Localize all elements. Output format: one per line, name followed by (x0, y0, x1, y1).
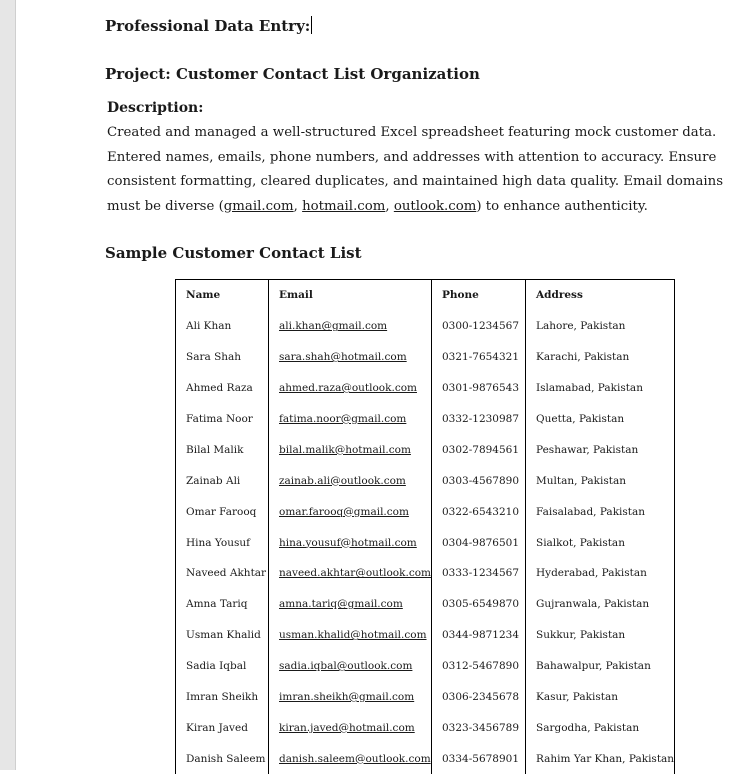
cell-email[interactable]: sara.shah@hotmail.com (269, 342, 432, 373)
cell-address: Islamabad, Pakistan (526, 373, 675, 404)
cell-email[interactable]: imran.sheikh@gmail.com (269, 682, 432, 713)
cell-name: Kiran Javed (176, 712, 269, 743)
cell-email[interactable]: ali.khan@gmail.com (269, 311, 432, 342)
cell-name: Fatima Noor (176, 404, 269, 435)
cell-name: Danish Saleem (176, 743, 269, 774)
table-row (176, 743, 675, 774)
cell-address: Sialkot, Pakistan (526, 527, 675, 558)
cell-address: Kasur, Pakistan (526, 682, 675, 713)
table-row (176, 651, 675, 682)
cell-phone: 0332-1230987 (432, 404, 526, 435)
table-header-row (176, 280, 675, 311)
cell-address: Bahawalpur, Pakistan (526, 651, 675, 682)
cell-phone: 0333-1234567 (432, 558, 526, 589)
cell-address: Hyderabad, Pakistan (526, 558, 675, 589)
cell-address: Karachi, Pakistan (526, 342, 675, 373)
cell-address: Quetta, Pakistan (526, 404, 675, 435)
cell-address: Rahim Yar Khan, Pakistan (526, 743, 675, 774)
cell-phone: 0334-5678901 (432, 743, 526, 774)
cell-name: Naveed Akhtar (176, 558, 269, 589)
table-row (176, 682, 675, 713)
cell-phone: 0301-9876543 (432, 373, 526, 404)
cell-email[interactable]: ahmed.raza@outlook.com (269, 373, 432, 404)
cell-name: Imran Sheikh (176, 682, 269, 713)
table-row (176, 712, 675, 743)
heading-entry-text: Professional Data Entry: (105, 17, 311, 35)
table-row (176, 558, 675, 589)
text-cursor (311, 16, 312, 34)
cell-phone: 0321-7654321 (432, 342, 526, 373)
cell-name: Amna Tariq (176, 589, 269, 620)
description-sep-1: , (293, 198, 303, 214)
header-name: Name (176, 280, 269, 311)
cell-address: Sukkur, Pakistan (526, 620, 675, 651)
description-sep-2: , (385, 198, 394, 214)
left-margin-gutter (0, 0, 16, 770)
cell-email[interactable]: kiran.javed@hotmail.com (269, 712, 432, 743)
cell-email[interactable]: usman.khalid@hotmail.com (269, 620, 432, 651)
cell-name: Hina Yousuf (176, 527, 269, 558)
table-title: Sample Customer Contact List (105, 244, 362, 262)
cell-email[interactable]: hina.yousuf@hotmail.com (269, 527, 432, 558)
table-row (176, 465, 675, 496)
table-row (176, 527, 675, 558)
cell-name: Ali Khan (176, 311, 269, 342)
cell-phone: 0306-2345678 (432, 682, 526, 713)
cell-name: Bilal Malik (176, 434, 269, 465)
cell-phone: 0312-5467890 (432, 651, 526, 682)
description-text-before: Created and managed a well-structured Excel spreadsheet featuring mock customer data. Entered names, emails, phone numbers, and addresses with attention to accuracy. Ensure consistent formatting, cleared duplicates, and maintained high data quality. Email domains must be diverse ( (107, 125, 724, 214)
heading-professional-data-entry[interactable] (105, 16, 312, 35)
cell-phone: 0322-6543210 (432, 496, 526, 527)
link-outlook[interactable]: outlook.com (393, 198, 477, 214)
cell-phone: 0305-6549870 (432, 589, 526, 620)
cell-address: Peshawar, Pakistan (526, 434, 675, 465)
cell-name: Sadia Iqbal (176, 651, 269, 682)
cell-name: Omar Farooq (176, 496, 269, 527)
cell-email[interactable]: danish.saleem@outlook.com (269, 743, 432, 774)
cell-phone: 0304-9876501 (432, 527, 526, 558)
cell-email[interactable]: omar.farooq@gmail.com (269, 496, 432, 527)
table-body (176, 311, 675, 774)
header-address: Address (526, 280, 675, 311)
cell-email[interactable]: zainab.ali@outlook.com (269, 465, 432, 496)
cell-name: Usman Khalid (176, 620, 269, 651)
table-row (176, 342, 675, 373)
project-title: Project: Customer Contact List Organization (105, 65, 480, 83)
table-row (176, 496, 675, 527)
cell-name: Sara Shah (176, 342, 269, 373)
description-paragraph (107, 121, 747, 219)
cell-name: Ahmed Raza (176, 373, 269, 404)
cell-phone: 0344-9871234 (432, 620, 526, 651)
cell-address: Multan, Pakistan (526, 465, 675, 496)
description-text-after: ) to enhance authenticity. (476, 198, 648, 214)
table-row (176, 404, 675, 435)
document-page[interactable] (16, 0, 753, 770)
table-row (176, 311, 675, 342)
link-gmail[interactable]: gmail.com (223, 198, 294, 214)
cell-email[interactable]: sadia.iqbal@outlook.com (269, 651, 432, 682)
cell-email[interactable]: amna.tariq@gmail.com (269, 589, 432, 620)
cell-address: Gujranwala, Pakistan (526, 589, 675, 620)
cell-phone: 0323-3456789 (432, 712, 526, 743)
cell-address: Lahore, Pakistan (526, 311, 675, 342)
cell-name: Zainab Ali (176, 465, 269, 496)
table-row (176, 589, 675, 620)
header-phone: Phone (432, 280, 526, 311)
table-row (176, 373, 675, 404)
link-hotmail[interactable]: hotmail.com (302, 198, 386, 214)
cell-email[interactable]: naveed.akhtar@outlook.com (269, 558, 432, 589)
contact-table (175, 279, 675, 774)
cell-address: Faisalabad, Pakistan (526, 496, 675, 527)
cell-address: Sargodha, Pakistan (526, 712, 675, 743)
header-email: Email (269, 280, 432, 311)
table-row (176, 620, 675, 651)
cell-phone: 0303-4567890 (432, 465, 526, 496)
cell-email[interactable]: bilal.malik@hotmail.com (269, 434, 432, 465)
table-row (176, 434, 675, 465)
cell-phone: 0300-1234567 (432, 311, 526, 342)
cell-email[interactable]: fatima.noor@gmail.com (269, 404, 432, 435)
cell-phone: 0302-7894561 (432, 434, 526, 465)
description-label: Description: (107, 100, 204, 116)
